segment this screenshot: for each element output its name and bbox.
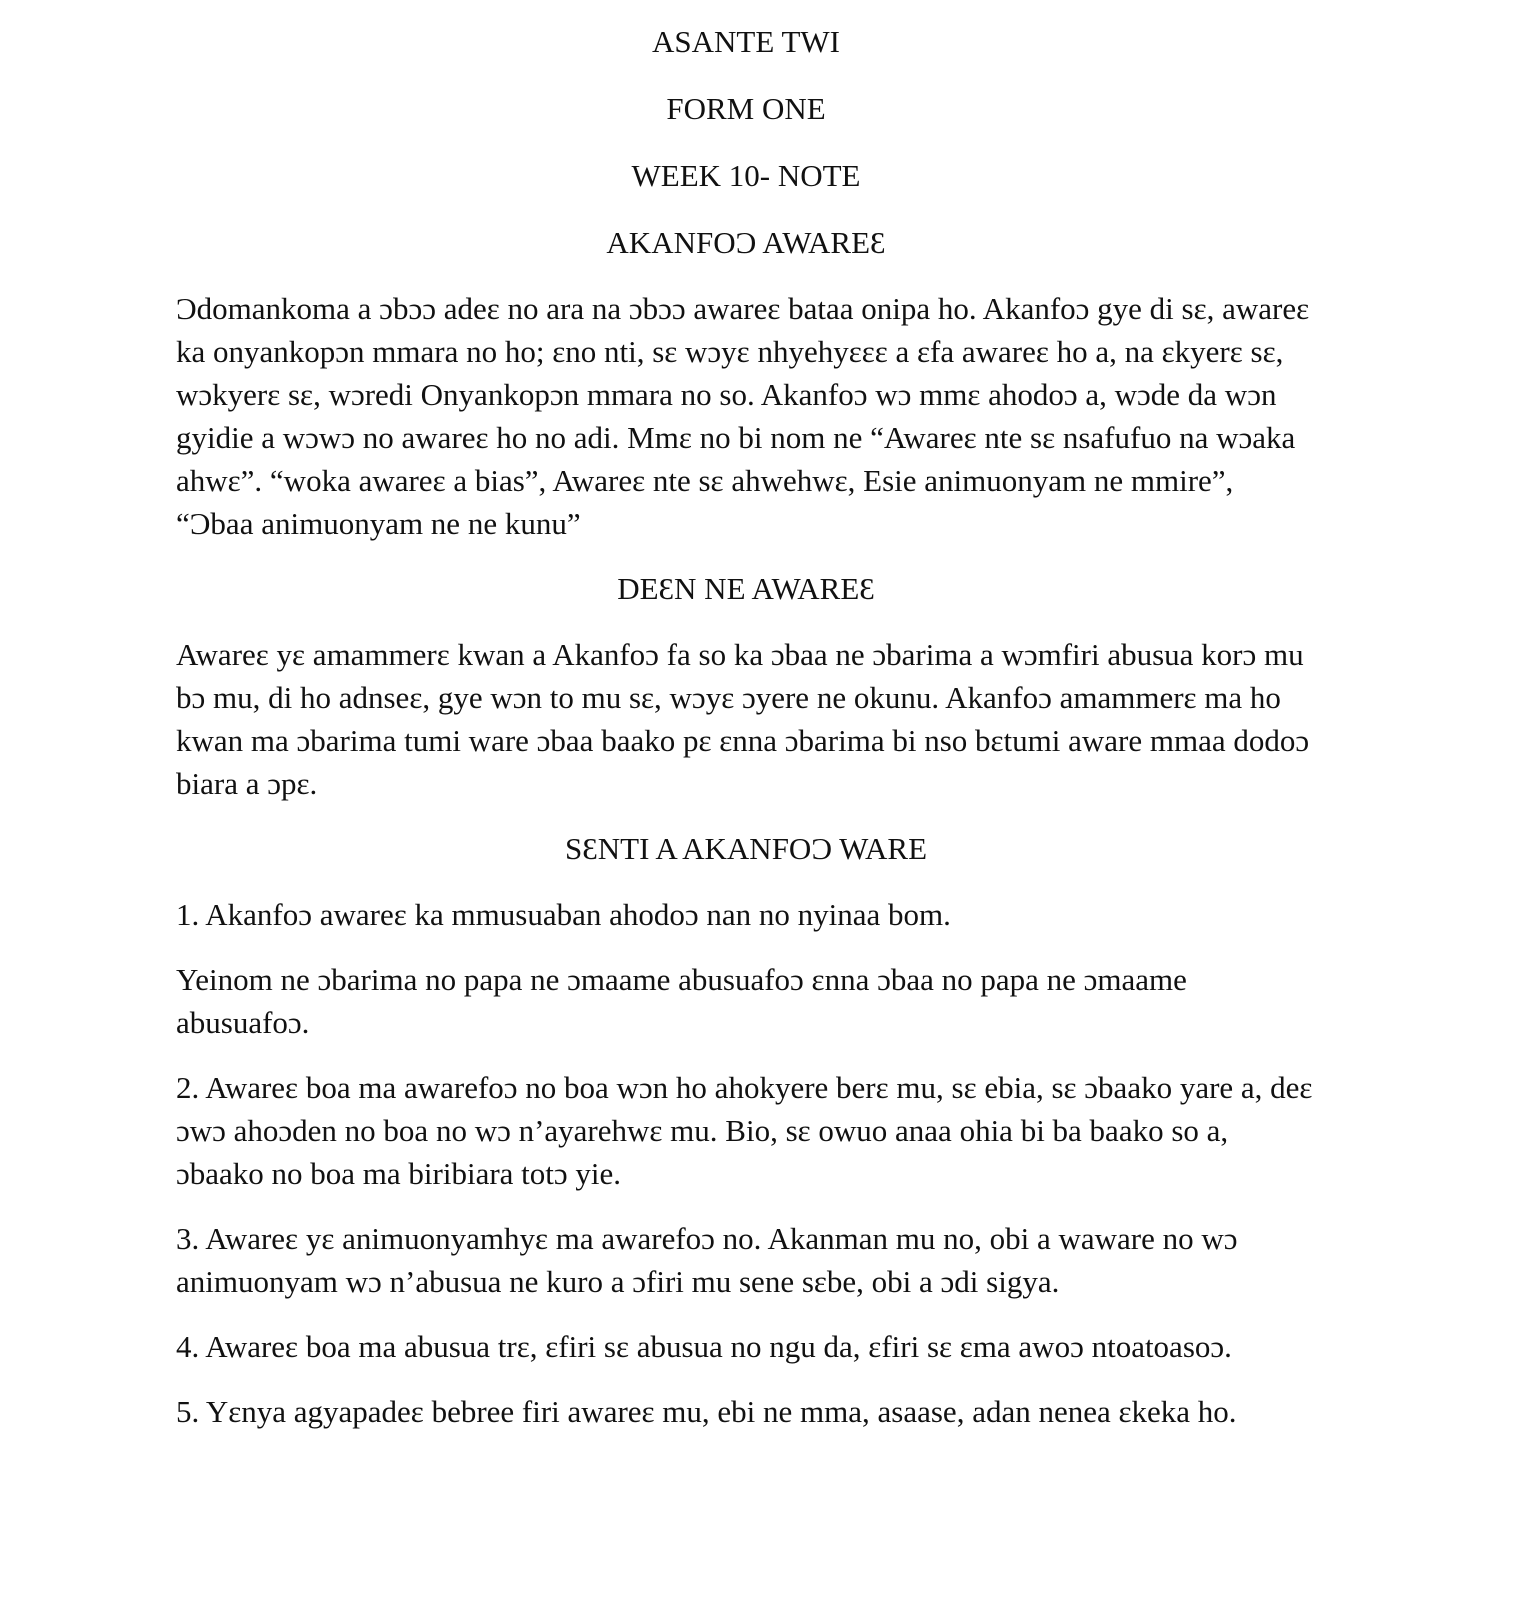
section-body-akanfoo-awaree: Ɔdomankoma a ɔbɔɔ adeɛ no ara na ɔbɔɔ awareɛ bataa onipa ho. Akanfoɔ gye di sɛ, awareɛ ka onyankopɔn mmara no ho; ɛno nti, sɛ wɔyɛ nhyehyɛɛɛ a ɛfa awareɛ ho a, na ɛkyerɛ sɛ, wɔkyerɛ sɛ, wɔredi Onyankopɔn mmara no so. Akanfoɔ wɔ mmɛ ahodoɔ a, wɔde da wɔn gyidie a wɔwɔ no awareɛ ho no adi. Mmɛ no bi nom ne “Awareɛ nte sɛ nsafufuo na wɔaka ahwɛ”. “woka awareɛ a bias”, Awareɛ nte sɛ ahwehwɛ, Esie animuonyam ne mmire”, “Ɔbaa animuonyam ne ne kunu”: [176, 291, 1310, 541]
section-body-deen-ne-awaree: Awareɛ yɛ amammerɛ kwan a Akanfoɔ fa so ka ɔbaa ne ɔbarima a wɔmfiri abusua korɔ mu bɔ mu, di ho adnseɛ, gye wɔn to mu sɛ, wɔyɛ ɔyere ne okunu. Akanfoɔ amammerɛ ma ho kwan ma ɔbarima tumi ware ɔbaa baako pɛ ɛnna ɔbarima bi nso bɛtumi aware mmaa dodoɔ biara a ɔpɛ.: [176, 637, 1310, 801]
list-item: 2. Awareɛ boa ma awarefoɔ no boa wɔn ho ahokyere berɛ mu, sɛ ebia, sɛ ɔbaako yare a, deɛ ɔwɔ ahoɔden no boa no wɔ n’ayarehwɛ mu. Bio, sɛ owuo anaa ohia bi ba baako so a, ɔbaako no boa ma biribiara totɔ yie.: [176, 1070, 1313, 1191]
section-heading-deen-ne-awaree: DEƐN NE AWAREƐ: [617, 571, 875, 606]
list-item: 4. Awareɛ boa ma abusua trɛ, ɛfiri sɛ abusua no ngu da, ɛfiri sɛ ɛma awoɔ ntoatoasoɔ.: [176, 1329, 1232, 1364]
week-title: WEEK 10- NOTE: [631, 158, 861, 193]
form-title: FORM ONE: [666, 91, 826, 126]
list-item: Yeinom ne ɔbarima no papa ne ɔmaame abusuafoɔ ɛnna ɔbaa no papa ne ɔmaame abusuafoɔ.: [176, 962, 1187, 1040]
section-heading-akanfoo-awaree: AKANFOƆ AWAREƐ: [606, 225, 886, 260]
list-item: 1. Akanfoɔ awareɛ ka mmusuaban ahodoɔ nan no nyinaa bom.: [176, 897, 951, 932]
list-item: 5. Yɛnya agyapadeɛ bebree firi awareɛ mu, ebi ne mma, asaase, adan nenea ɛkeka ho.: [176, 1394, 1237, 1429]
subject-title: ASANTE TWI: [652, 24, 840, 59]
list-item: 3. Awareɛ yɛ animuonyamhyɛ ma awarefoɔ no. Akanman mu no, obi a waware no wɔ animuonyam wɔ n’abusua ne kuro a ɔfiri mu sene sɛbe, obi a ɔdi sigya.: [176, 1221, 1238, 1299]
section-heading-senti-a-akanfoo-ware: SƐNTI A AKANFOƆ WARE: [564, 831, 928, 866]
